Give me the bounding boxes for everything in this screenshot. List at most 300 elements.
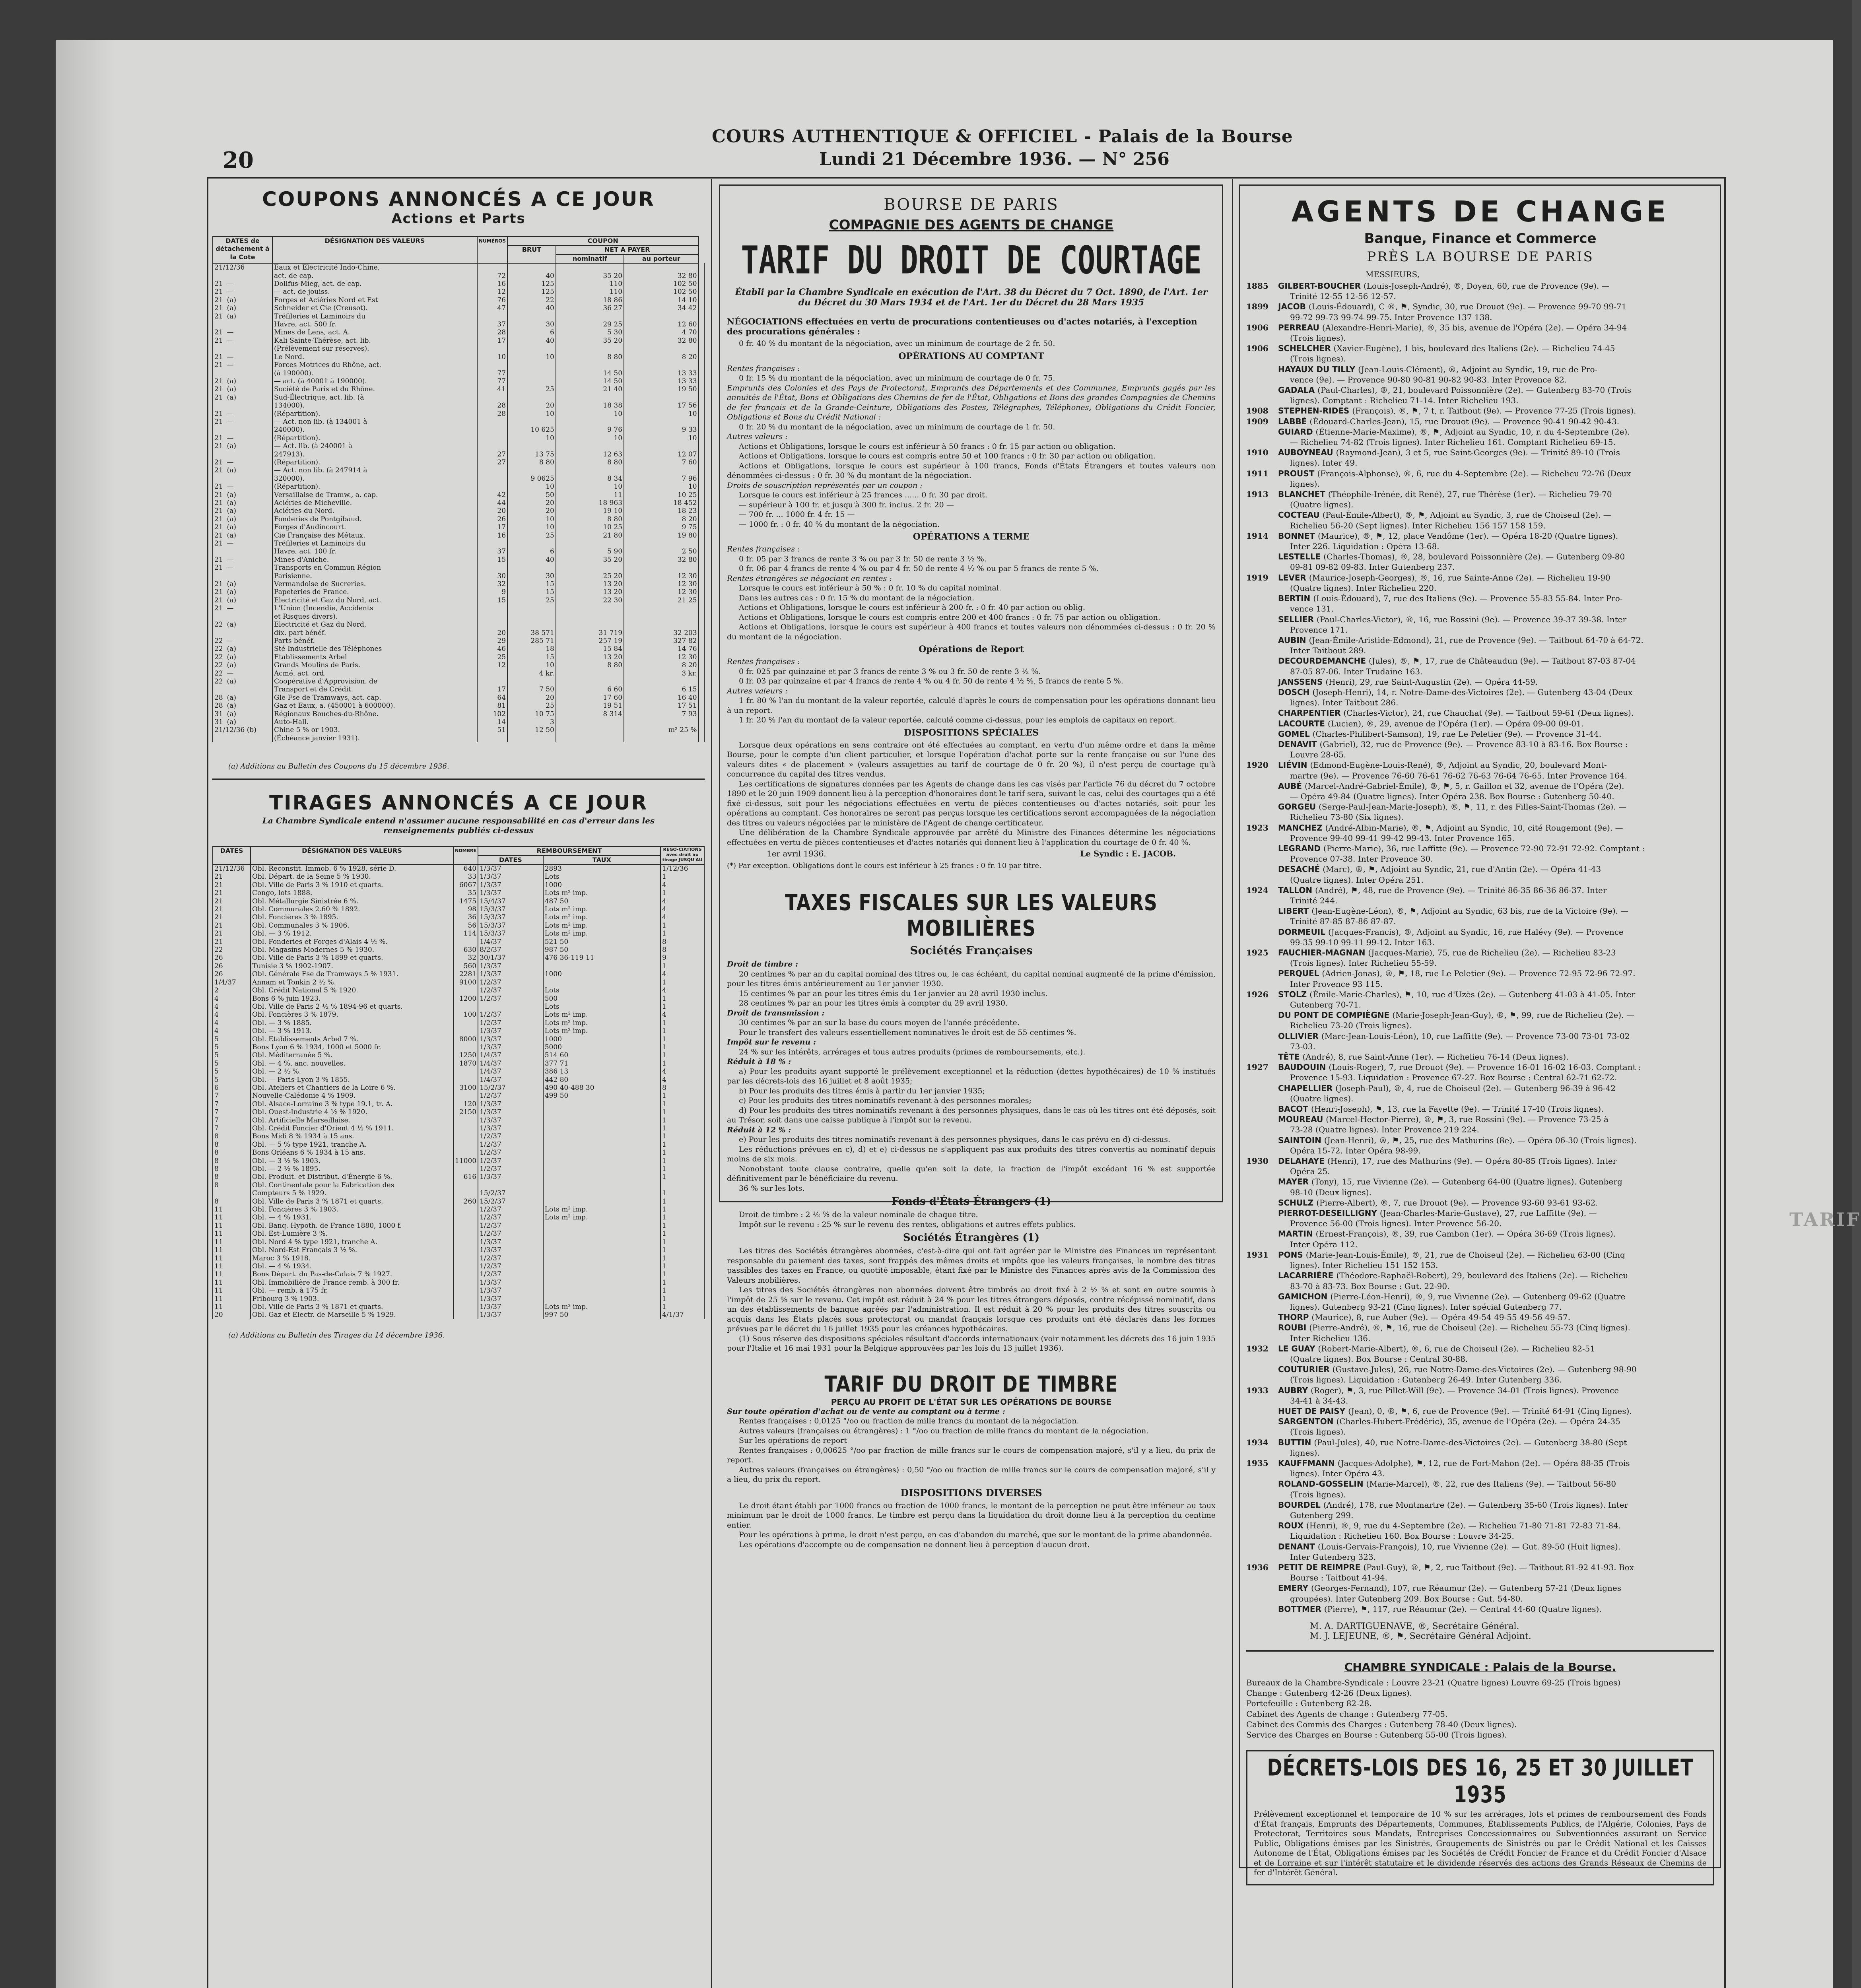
tirage-negotiation-limit: 1	[662, 1027, 666, 1035]
timbre-line: Les opérations d'accompte ou de compensation ne donnent lieu à perception d'aucun droit.	[739, 1540, 1090, 1549]
tirage-rate-cell	[543, 1060, 660, 1068]
tirage-rate-cell	[543, 1149, 660, 1157]
tirage-count-cell	[453, 1206, 478, 1213]
agent-name: MAYER	[1278, 1177, 1311, 1187]
agent-entry	[1246, 1062, 1714, 1072]
agent-text	[1278, 844, 1645, 853]
coupon-date-cell	[213, 637, 272, 645]
tirage-rate: 997 50	[544, 1311, 569, 1319]
tirage-count-cell	[453, 1222, 478, 1230]
coupon-designation: Vermandoise de Sucreries.	[274, 580, 366, 588]
tirage-repay-date: 1/3/37	[480, 1116, 501, 1124]
coupon-designation: (Prélèvement sur réserves).	[274, 345, 369, 353]
coupon-brut: 6	[550, 547, 554, 556]
coupon-date-cell	[213, 442, 272, 450]
courtage-line: Droits de souscription représentés par un coupon :	[727, 481, 923, 490]
timbre-line: Autres valeurs (françaises ou étrangères) : 0,50 °/oo ou fraction de mille francs sur le cours de compensation majoré, s'il y a lieu, du prix du report.	[727, 1465, 1216, 1484]
coupon-brut: 25	[546, 702, 554, 710]
tirage-designation: Bons Lyon 6 % 1934, 1000 et 5000 fr.	[252, 1043, 381, 1051]
coupon-net-porteur-cell	[624, 547, 699, 555]
tirage-count: 2150	[459, 1108, 477, 1116]
tirage-repay-date: 1/3/37	[480, 970, 501, 978]
tirage-negotiation-limit-cell	[660, 1141, 704, 1149]
taxes-sub-foreign-companies: Sociétés Étrangères (1)	[903, 1232, 1040, 1244]
tirage-date: 26	[214, 970, 223, 978]
coupon-net-nominatif: 6 60	[607, 685, 623, 694]
tirage-rate-cell	[543, 873, 660, 881]
timbre-sub-diverses: DISPOSITIONS DIVERSES	[900, 1487, 1042, 1499]
tirage-rate-cell	[543, 1068, 660, 1076]
tirage-repay-date: 1/3/37	[480, 889, 501, 897]
coupon-designation-cell	[272, 466, 477, 474]
agent-entry	[1246, 1343, 1714, 1354]
coupon-number-cell	[477, 434, 507, 442]
tirage-count-cell	[453, 1108, 478, 1116]
agent-name: PETIT DE REIMPRE	[1278, 1562, 1364, 1572]
tirage-designation-cell	[251, 986, 453, 994]
agent-text: Gutenberg 299.	[1290, 1510, 1354, 1520]
tirage-repay-date: 1/2/37	[480, 994, 501, 1003]
coupon-mark: (a)	[227, 393, 237, 402]
agent-text	[1278, 885, 1607, 895]
agent-text	[1278, 760, 1607, 770]
tirage-negotiation-limit-cell	[660, 946, 704, 954]
coupon-brut: 13 75	[535, 450, 554, 458]
tirage-repay-date-cell	[478, 864, 543, 873]
tirage-repay-date-cell	[478, 1238, 543, 1246]
tirage-date-cell	[213, 1124, 251, 1132]
coupon-date: 21	[214, 499, 223, 507]
agent-details: (Henri), 29, rue Saint-Augustin (2e). — Opéra 44-59.	[1325, 677, 1538, 687]
tirage-rate: Lots	[544, 986, 559, 995]
agent-entry	[1246, 1437, 1714, 1448]
coupon-number-cell	[477, 328, 507, 336]
coupon-date: 28	[214, 693, 223, 702]
tirage-negotiation-limit-cell	[660, 922, 704, 930]
coupon-designation-cell	[272, 418, 477, 426]
tirage-count: 2281	[459, 970, 477, 978]
agent-text: (Trois lignes).	[1290, 1489, 1346, 1499]
tirage-repay-date-cell	[478, 897, 543, 905]
tirage-negotiation-limit-cell	[660, 1076, 704, 1084]
coupon-net-nominatif-cell	[556, 702, 624, 710]
coupon-date-cell	[213, 556, 272, 564]
agent-details: (Gabriel), 32, rue de Provence (9e). — Provence 83-10 à 83-16. Box Bourse :	[1319, 739, 1628, 749]
tirage-repay-date-cell	[478, 1141, 543, 1149]
coupon-designation: Cie Française des Métaux.	[274, 531, 365, 540]
coupon-number: 81	[497, 702, 506, 710]
chambre-title: CHAMBRE SYNDICALE : Palais de la Bourse.	[1344, 1660, 1616, 1673]
courtage-line: — 1000 fr. : 0 fr. 40 % du montant de la négociation.	[739, 520, 940, 529]
coupon-net-nominatif: 10 25	[603, 523, 623, 532]
coupon-net-nominatif-cell	[556, 353, 624, 361]
coupon-net-nominatif-cell	[556, 426, 624, 434]
tirage-date-cell	[213, 1051, 251, 1059]
tirage-count-cell	[453, 1311, 478, 1319]
agent-details: (Louis-Roger), 7, rue Drouot (9e). — Provence 16-01 16-02 16-03. Comptant :	[1329, 1062, 1641, 1072]
coupon-date: 21	[214, 336, 223, 345]
coupon-designation-cell	[272, 426, 477, 434]
agent-entry	[1246, 1406, 1714, 1416]
tirages-header-dates: DATES	[213, 846, 251, 864]
coupons-header-dates: DATES de détachement à la Cote	[213, 237, 272, 263]
coupon-net-porteur-cell	[624, 604, 699, 612]
agent-name: GUIARD	[1278, 427, 1316, 437]
agent-name: KAUFFMANN	[1278, 1458, 1338, 1468]
tirage-date-cell	[213, 1108, 251, 1116]
agent-text	[1278, 677, 1538, 687]
tirage-negotiation-limit-cell	[660, 954, 704, 962]
coupon-designation-cell	[272, 661, 477, 669]
tirage-rate-cell	[543, 1076, 660, 1084]
agent-details: (André), ⚑, 48, rue de Provence (9e). — Trinité 86-35 86-36 86-37. Inter	[1315, 885, 1607, 895]
tirage-repay-date: 1/2/37	[480, 1149, 501, 1157]
coupon-net-porteur-cell	[624, 491, 699, 499]
coupon-extra-cell	[699, 596, 704, 604]
coupon-mark: —	[227, 336, 234, 345]
tirage-count-cell	[453, 1003, 478, 1011]
tirage-count: 9100	[459, 978, 477, 986]
coupon-net-porteur: 14 10	[677, 296, 697, 304]
agent-entry	[1246, 322, 1714, 333]
coupon-designation: L'Union (Incendie, Accidents	[274, 604, 373, 613]
agent-text: 09-81 09-82 09-83. Inter Gutenberg 237.	[1290, 562, 1455, 572]
tirage-count: 8000	[459, 1035, 477, 1043]
tirage-count-cell	[453, 1270, 478, 1278]
agent-text: 73-03.	[1290, 1041, 1316, 1051]
coupon-date-cell	[213, 450, 272, 458]
taxes-sub-french: Sociétés Françaises	[910, 944, 1033, 957]
table-row	[213, 970, 704, 978]
tirage-count-cell	[453, 1165, 478, 1173]
tirage-repay-date-cell	[478, 1246, 543, 1254]
coupon-date-cell	[213, 426, 272, 434]
taxes-line: Nonobstant toute clause contraire, quelle qu'en soit la date, la fraction de l'impôt excédant 16 % est supportée définitivement par le bénéficiaire du revenu.	[727, 1164, 1216, 1183]
courtage-line: Autres valeurs :	[727, 686, 788, 695]
tirage-negotiation-limit-cell	[660, 930, 704, 938]
coupon-date-cell	[213, 337, 272, 345]
tirage-count: 114	[463, 930, 477, 938]
agent-details: (Xavier-Eugène), 1 bis, boulevard des Italiens (2e). — Richelieu 74-45	[1333, 344, 1615, 353]
tirage-repay-date-cell	[478, 1100, 543, 1108]
tirage-date: 8	[214, 1181, 219, 1189]
agent-entry-continued	[1246, 1281, 1714, 1291]
coupon-net-porteur-cell	[624, 685, 699, 693]
agent-name: SCHELCHER	[1278, 344, 1334, 353]
agent-entry	[1246, 1541, 1714, 1552]
table-row	[213, 1198, 704, 1206]
coupon-net-nominatif: 18 963	[598, 499, 623, 507]
coupon-designation: Kali Sainte-Thérèse, act. lib.	[274, 336, 371, 345]
tirage-designation: Obl. Métallurgie Sinistrée 6 %.	[252, 897, 359, 905]
coupon-net-porteur: m² 25 %	[668, 726, 697, 734]
tirage-designation-cell	[251, 1027, 453, 1035]
coupon-date-cell	[213, 377, 272, 385]
coupon-net-porteur: 19 50	[677, 385, 697, 394]
agent-details: (Joseph-Henri), 14, r. Notre-Dame-des-Victoires (2e). — Gutenberg 43-04 (Deux	[1312, 687, 1633, 697]
tirage-rate: Lots m² imp.	[544, 913, 588, 922]
agent-entry	[1246, 1520, 1714, 1531]
coupon-designation: dix. part bénéf.	[274, 629, 326, 637]
agent-text	[1278, 1104, 1604, 1114]
coupon-net-porteur: 13 33	[677, 369, 697, 377]
taxes-line: Droit de timbre :	[727, 960, 798, 969]
coupon-net-porteur-cell	[624, 272, 699, 280]
table-row	[213, 450, 704, 458]
agent-details: (François), ®, ⚑, 7 t, r. Taitbout (9e). — Provence 77-25 (Trois lignes).	[1352, 406, 1636, 416]
agent-name: GOMEL	[1278, 729, 1313, 739]
coupon-net-nominatif: 36 27	[603, 304, 623, 313]
coupon-number: 42	[497, 491, 506, 499]
coupon-designation: Acmé, act. ord.	[274, 669, 326, 678]
coupon-mark: —	[227, 434, 234, 442]
coupon-net-nominatif-cell	[556, 629, 624, 637]
coupon-date-cell	[213, 564, 272, 572]
tirage-date: 11	[214, 1221, 223, 1230]
tirage-negotiation-limit-cell	[660, 995, 704, 1003]
coupon-date: 21	[214, 393, 223, 402]
tirage-count-cell	[453, 1068, 478, 1076]
coupon-net-porteur-cell	[624, 475, 699, 483]
agent-name: SCHULZ	[1278, 1198, 1317, 1208]
taxes-line: 24 % sur les intérêts, arrérages et tous autres produits (primes de remboursements, etc.).	[739, 1047, 1086, 1056]
tirage-repay-date: 1/3/37	[480, 881, 501, 889]
coupon-designation-cell	[272, 263, 477, 272]
tirage-repay-date: 1/2/37	[480, 986, 501, 995]
tirage-count-cell	[453, 1287, 478, 1295]
coupon-net-nominatif-cell	[556, 483, 624, 491]
coupon-mark: (a)	[227, 442, 237, 450]
tirage-designation: Obl. Artificielle Marseillaise.	[252, 1116, 350, 1124]
coupon-mark: (a)	[227, 677, 237, 685]
coupon-brut-cell	[507, 313, 556, 320]
coupon-designation: Gle Fse de Tramways, act. cap.	[274, 693, 381, 702]
coupon-net-porteur-cell	[624, 596, 699, 604]
coupon-mark: —	[227, 637, 234, 645]
coupon-net-porteur: 12 30	[677, 653, 697, 661]
coupon-net-porteur: 9 75	[682, 523, 697, 532]
agent-entry	[1246, 1312, 1714, 1322]
coupon-extra-cell	[699, 263, 704, 272]
agent-entry-continued	[1246, 1041, 1714, 1052]
tirage-rate: Lots	[544, 873, 559, 881]
agent-entry	[1246, 343, 1714, 353]
coupon-date-cell	[213, 466, 272, 474]
tirage-designation: Obl. Foncières 3 % 1895.	[252, 913, 338, 922]
table-row	[213, 426, 704, 434]
tirages-title: TIRAGES ANNONCÉS A CE JOUR	[269, 791, 648, 815]
tirage-designation: Obl. Ville de Paris 3 % 1899 et quarts.	[252, 954, 383, 962]
tirage-count-cell	[453, 1011, 478, 1019]
agent-entry-continued	[1246, 375, 1714, 385]
tirage-date: 11	[214, 1238, 223, 1246]
tirage-designation: Obl. Départ. de la Seine 5 % 1930.	[252, 873, 371, 881]
coupon-designation-cell	[272, 621, 477, 629]
coupon-brut-cell	[507, 702, 556, 710]
tirage-negotiation-limit: 4	[662, 1076, 666, 1084]
coupon-number-cell	[477, 369, 507, 377]
tirage-date-cell	[213, 1060, 251, 1068]
tirage-designation-cell	[251, 1035, 453, 1043]
coupon-designation-cell	[272, 678, 477, 685]
coupon-designation-cell	[272, 718, 477, 726]
coupon-designation-cell	[272, 734, 477, 742]
agent-name: AUBÉ	[1278, 781, 1305, 791]
coupon-date: 21	[214, 353, 223, 361]
tirage-repay-date-cell	[478, 889, 543, 897]
agent-entry-continued	[1246, 1510, 1714, 1520]
coupon-net-nominatif: 8 80	[607, 661, 623, 670]
tirage-date: 11	[214, 1287, 223, 1295]
coupons-header-nominatif: nominatif	[556, 254, 624, 263]
tirage-date: 11	[214, 1246, 223, 1254]
tirage-repay-date-cell	[478, 1019, 543, 1027]
tirage-designation-cell	[251, 1295, 453, 1303]
coupon-number-cell	[477, 418, 507, 426]
coupon-extra-cell	[699, 710, 704, 718]
tirage-designation: Obl. Communales 2.60 % 1892.	[252, 905, 360, 914]
agent-text: vence 131.	[1290, 604, 1334, 614]
tirage-rate-cell	[543, 1206, 660, 1213]
coupon-extra-cell	[699, 540, 704, 547]
tirage-negotiation-limit-cell	[660, 1165, 704, 1173]
agent-details: (Paul-Charles-Victor), ®, 16, rue Rossini (9e). — Provence 39-37 39-38. Inter	[1317, 614, 1627, 624]
tirage-repay-date-cell	[478, 1270, 543, 1278]
coupon-date-cell	[213, 369, 272, 377]
coupon-extra-cell	[699, 702, 704, 710]
coupon-mark: —	[227, 288, 234, 296]
tirage-designation-cell	[251, 978, 453, 986]
chambre-line: Cabinet des Agents de change : Gutenberg 77-05.	[1246, 1709, 1448, 1719]
taxes-line: c) Pour les produits des titres nominatifs revenant à des personnes morales;	[739, 1096, 1032, 1105]
agent-name: HAYAUX DU TILLY	[1278, 364, 1358, 374]
tirage-count-cell	[453, 1213, 478, 1221]
tirage-rate: 521 50	[544, 938, 569, 946]
table-row	[213, 280, 704, 288]
agent-details: (Jacques-Francis), ®, Adjoint au Syndic, 16, rue Halévy (9e). — Provence	[1328, 927, 1624, 937]
tirage-rate-cell	[543, 897, 660, 905]
coupon-net-nominatif-cell	[556, 556, 624, 564]
tirage-date-cell	[213, 978, 251, 986]
coupon-brut-cell	[507, 694, 556, 702]
agent-details: (Charles-Thomas), ®, 28, boulevard Poissonnière (2e). — Gutenberg 09-80	[1323, 552, 1625, 562]
coupon-date: 21/12/36	[214, 264, 245, 272]
coupon-number: 29	[497, 637, 506, 645]
tirage-negotiation-limit: 4	[662, 905, 666, 914]
coupon-net-nominatif-cell	[556, 734, 624, 742]
coupon-net-nominatif: 11	[614, 491, 623, 499]
tirage-date: 21	[214, 921, 223, 930]
tirages-header-count: NOMBRE	[453, 846, 478, 864]
agent-text	[1278, 1438, 1627, 1447]
tirage-date-cell	[213, 1100, 251, 1108]
agent-details: (Jacques-Adolphe), ⚑, 12, rue de Fort-Mahon (2e). — Opéra 88-35 (Trois	[1337, 1458, 1630, 1468]
agent-entry	[1246, 864, 1714, 874]
coupon-brut-cell	[507, 458, 556, 466]
tirage-rate: 987 50	[544, 946, 569, 954]
agent-details: (Adrien-Jonas), ®, ⚑, 18, rue Le Peletier (9e). — Provence 72-95 72-96 72-97.	[1322, 969, 1636, 978]
tirage-date-cell	[213, 1198, 251, 1206]
tirage-negotiation-limit-cell	[660, 1198, 704, 1206]
tirage-date-cell	[213, 1027, 251, 1035]
agent-text	[1278, 573, 1610, 582]
table-row	[213, 1246, 704, 1254]
coupon-number: 26	[497, 515, 506, 523]
courtage-kicker: BOURSE DE PARIS	[884, 196, 1059, 214]
coupon-net-nominatif-cell	[556, 637, 624, 645]
coupon-net-porteur: 16 40	[677, 693, 697, 702]
tirage-date-cell	[213, 1003, 251, 1011]
coupon-extra-cell	[699, 475, 704, 483]
secretary-general-adjoint: M. J. LEJEUNE, ®, ⚑, Secrétaire Général Adjoint.	[1310, 1631, 1531, 1641]
agent-entry-continued	[1246, 854, 1714, 864]
agent-year: 1936	[1246, 1562, 1269, 1572]
coupon-date: 22	[214, 637, 223, 645]
tirage-rate-cell	[543, 1141, 660, 1149]
coupon-date: 31	[214, 718, 223, 726]
tirage-repay-date: 1/3/37	[480, 873, 501, 881]
coupon-net-nominatif: 15 84	[603, 645, 623, 653]
coupon-net-porteur-cell	[624, 280, 699, 288]
table-row	[213, 1230, 704, 1238]
tirage-count-cell	[453, 1181, 478, 1189]
agent-entry	[1246, 947, 1714, 958]
table-row	[213, 361, 704, 369]
courtage-line: 1 fr. 80 % l'an du montant de la valeur reportée, calculé d'après le cours de compensation pour les opérations donnant lieu à un report.	[727, 696, 1216, 715]
coupon-date: 21	[214, 580, 223, 588]
tirage-designation: Obl. Foncières 3 % 1879.	[252, 1011, 338, 1019]
coupon-designation-cell	[272, 499, 477, 507]
coupon-designation-cell	[272, 296, 477, 304]
right-column	[1237, 179, 1724, 1988]
agent-text	[1278, 1323, 1630, 1332]
coupon-date-cell	[213, 604, 272, 612]
coupon-brut-cell	[507, 564, 556, 572]
coupon-designation-cell	[272, 572, 477, 580]
coupon-extra-cell	[699, 678, 704, 685]
tirage-repay-date-cell	[478, 978, 543, 986]
coupon-designation-cell	[272, 328, 477, 336]
coupon-designation: Le Nord.	[274, 353, 305, 361]
agent-entry	[1246, 1500, 1714, 1510]
agent-text: 73-28 (Quatre lignes). Inter Provence 219 224.	[1290, 1125, 1480, 1135]
agent-entry-continued	[1246, 1333, 1714, 1343]
tirage-negotiation-limit-cell	[660, 1108, 704, 1116]
tirage-negotiation-limit: 4	[662, 897, 666, 905]
tirage-date-cell	[213, 897, 251, 905]
agent-entry	[1246, 531, 1714, 541]
coupon-number-cell	[477, 547, 507, 555]
tirage-negotiation-limit: 9	[662, 954, 666, 962]
agent-text	[1278, 687, 1632, 697]
coupon-net-porteur: 9 33	[682, 426, 697, 434]
tirage-date: 21	[214, 889, 223, 897]
tirage-repay-date-cell	[478, 1173, 543, 1181]
tirage-designation-cell	[251, 864, 453, 873]
coupon-number-cell	[477, 678, 507, 685]
tirage-date-cell	[213, 946, 251, 954]
tirage-negotiation-limit-cell	[660, 1279, 704, 1287]
tirage-rate: Lots m² imp.	[544, 1019, 588, 1027]
tirage-rate-cell	[543, 881, 660, 889]
tirage-designation-cell	[251, 1238, 453, 1246]
tirage-negotiation-limit: 1	[662, 1051, 666, 1060]
agent-details: (Jean), 0, ®, ⚑, 6, rue de Provence (9e). — Trinité 64-91 (Cinq lignes).	[1348, 1406, 1632, 1416]
coupon-number: 32	[497, 580, 506, 588]
coupon-designation: (à 190000).	[274, 369, 314, 377]
coupon-designation: Transport et de Crédit.	[274, 685, 354, 694]
table-row	[213, 670, 704, 678]
